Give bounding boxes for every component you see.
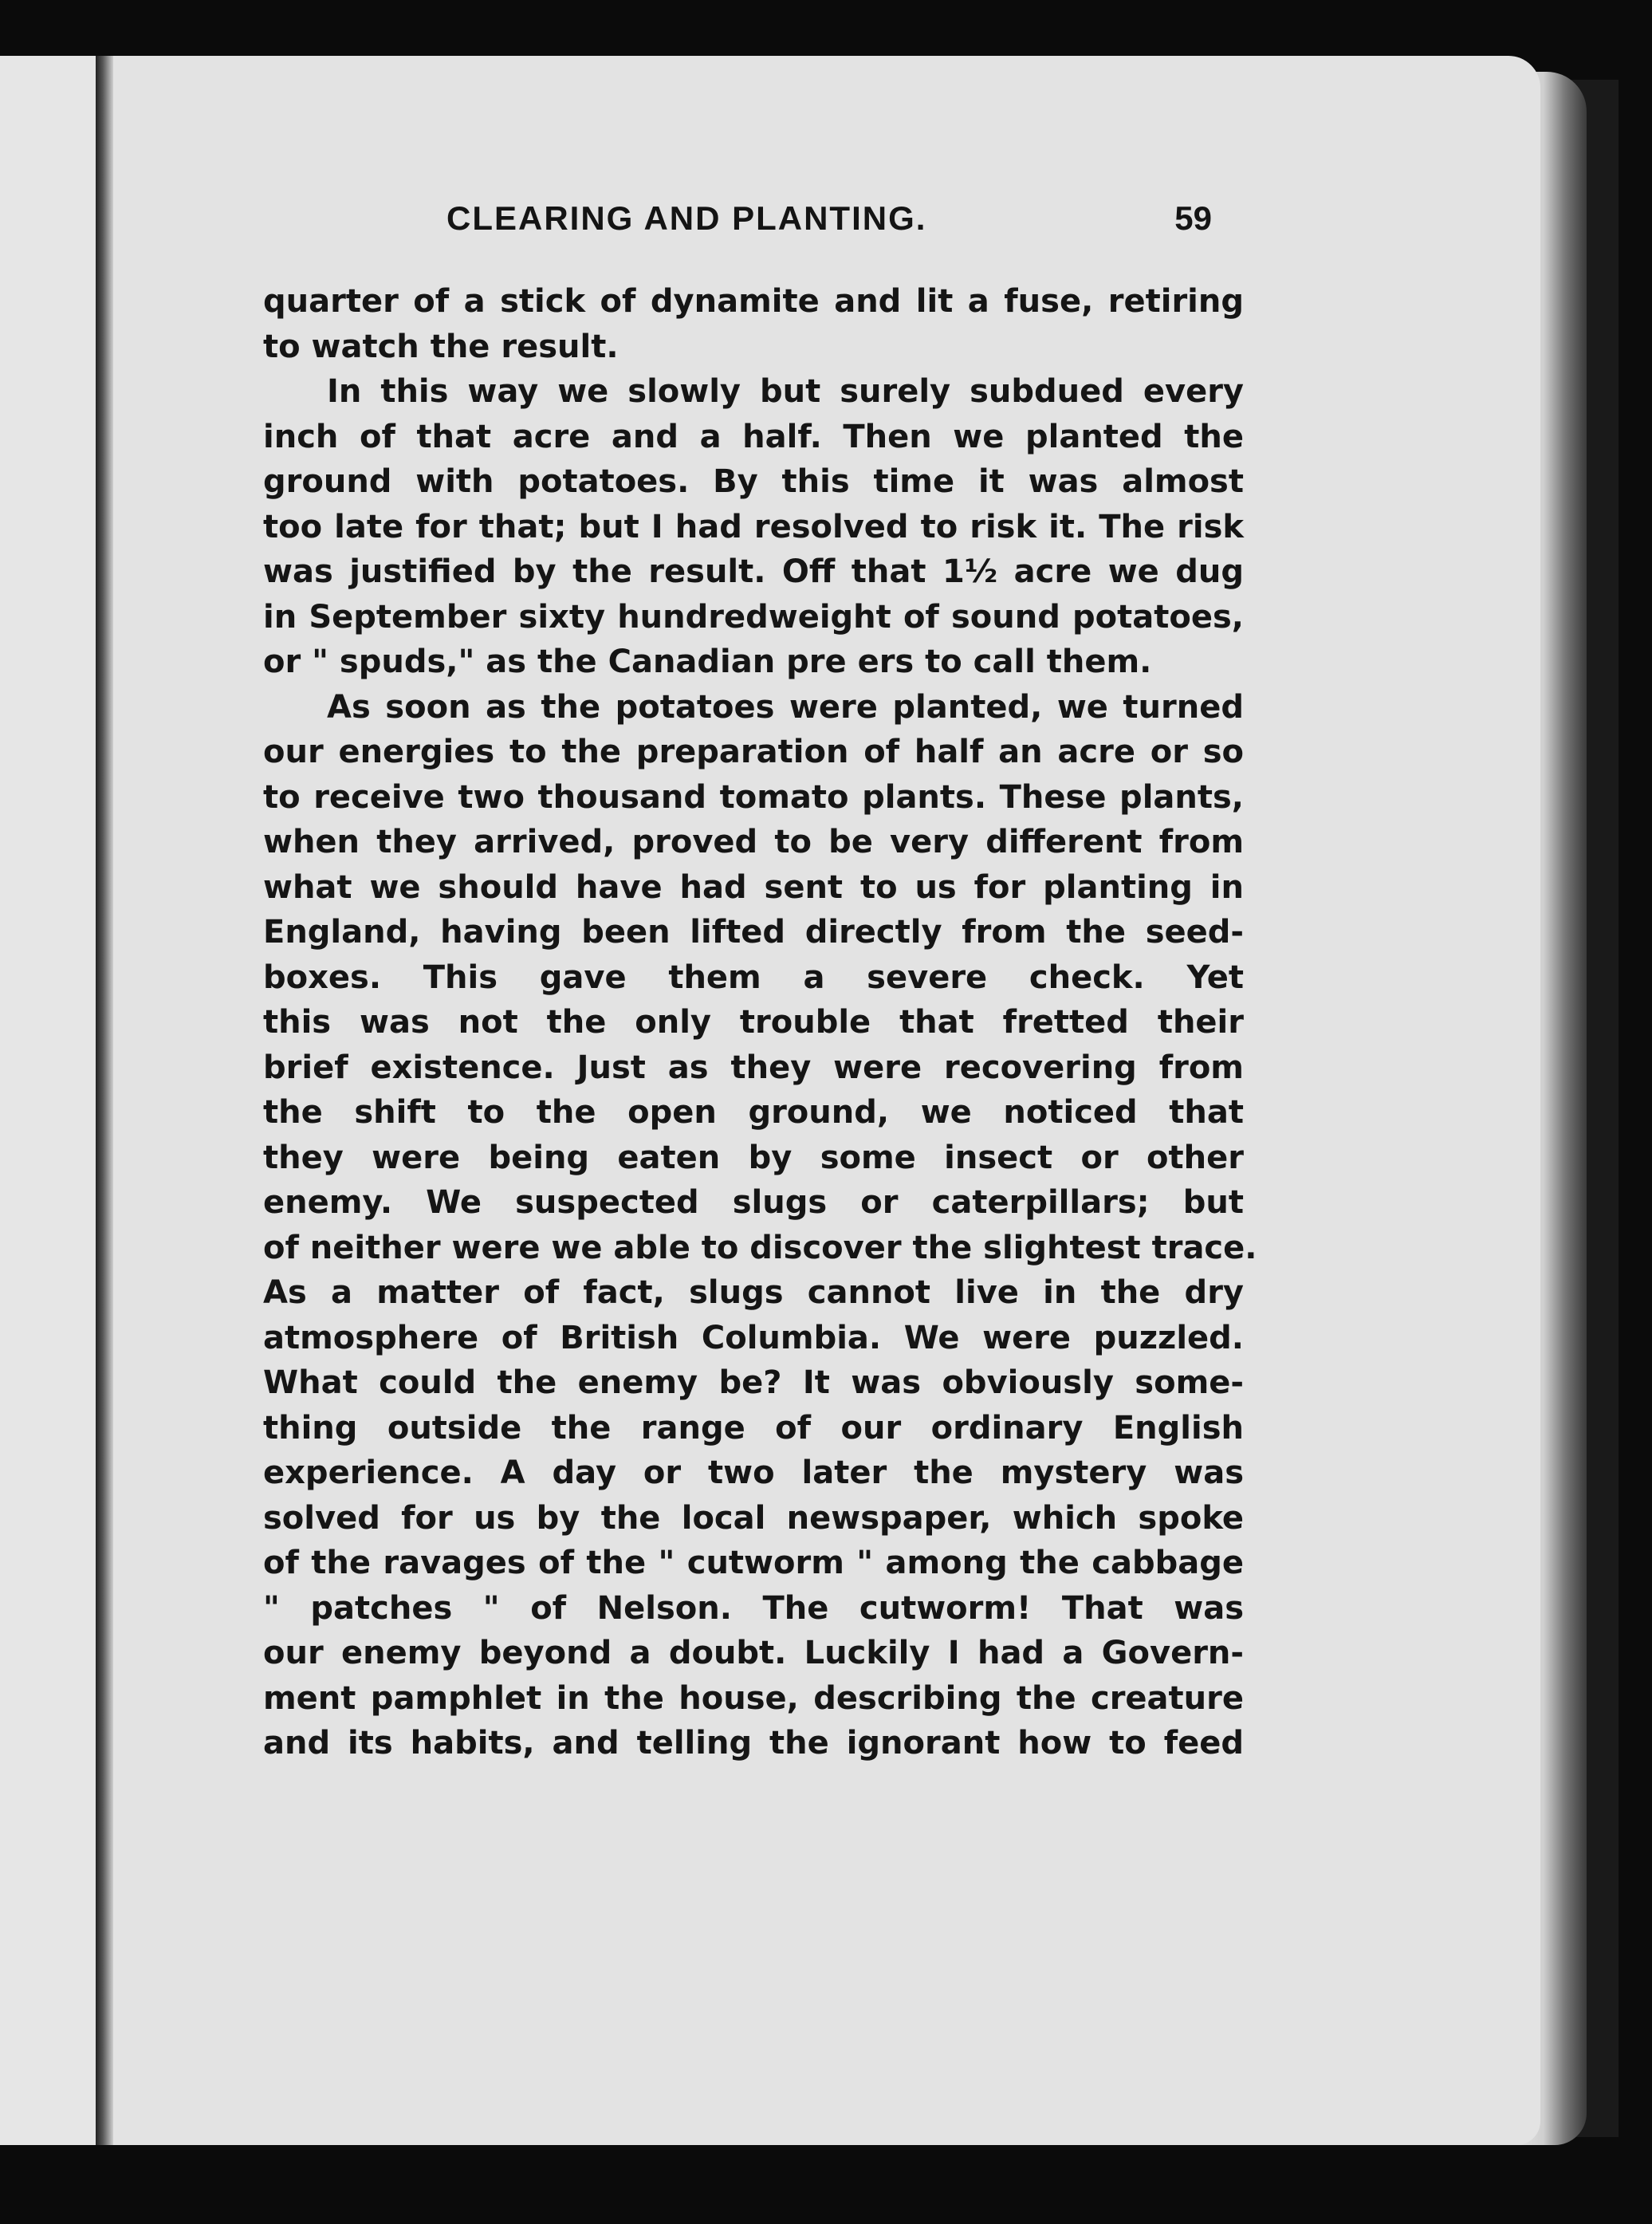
text-line: too late for that; but I had resolved to risk it. The risk bbox=[263, 508, 1244, 545]
text-line: our enemy beyond a doubt. Luckily I had a Govern- bbox=[263, 1635, 1244, 1671]
text-line: thing outside the range of our ordinary English bbox=[263, 1409, 1244, 1447]
page-header bbox=[446, 199, 1212, 247]
text-line: to receive two thousand tomato plants. These plants, bbox=[263, 778, 1244, 816]
text-line: brief existence. Just as they were recovering from bbox=[263, 1049, 1244, 1086]
text-line: and its habits, and telling the ignorant how to feed bbox=[263, 1725, 1244, 1761]
text-line: of the ravages of the " cutworm " among the cabbage bbox=[263, 1545, 1244, 1581]
text-line: enemy. We suspected slugs or caterpillars; but bbox=[263, 1184, 1244, 1221]
text-line: ment pamphlet in the house, describing the creature bbox=[263, 1679, 1244, 1717]
text-line: this was not the only trouble that fretted their bbox=[263, 1004, 1244, 1041]
text-line: quarter of a stick of dynamite and lit a fuse, retiring bbox=[263, 283, 1244, 320]
text-line: the shift to the open ground, we noticed that bbox=[263, 1094, 1244, 1131]
text-line: our energies to the preparation of half an acre or so bbox=[263, 734, 1244, 770]
book-gutter bbox=[96, 56, 113, 2145]
text-line: As soon as the potatoes were planted, we turned bbox=[327, 688, 1244, 726]
text-line: ground with potatoes. By this time it was almost bbox=[263, 463, 1244, 500]
previous-page-edge bbox=[0, 56, 96, 2145]
text-line: when they arrived, proved to be very different from bbox=[263, 824, 1244, 860]
text-line: was justified by the result. Off that 1½ acre we dug bbox=[263, 553, 1244, 590]
page-number: 59 bbox=[1174, 199, 1212, 237]
text-line: inch of that acre and a half. Then we planted the bbox=[263, 418, 1244, 455]
text-line: what we should have had sent to us for planting in bbox=[263, 868, 1244, 906]
text-line: or " spuds," as the Canadian pre ers to call them. bbox=[263, 644, 1152, 680]
text-line: What could the enemy be? It was obviously some- bbox=[263, 1364, 1244, 1401]
text-line: As a matter of fact, slugs cannot live in the dry bbox=[263, 1274, 1244, 1311]
body-text bbox=[263, 279, 1257, 1766]
text-line: In this way we slowly but surely subdued every bbox=[327, 373, 1244, 410]
text-line: experience. A day or two later the mystery was bbox=[263, 1454, 1244, 1491]
text-line: in September sixty hundredweight of sound potatoes, bbox=[263, 598, 1244, 636]
text-line: England, having been lifted directly from the seed- bbox=[263, 914, 1244, 951]
text-line: solved for us by the local newspaper, which spoke bbox=[263, 1499, 1244, 1537]
text-line: boxes. This gave them a severe check. Yet bbox=[263, 958, 1244, 996]
text-line: of neither were we able to discover the slightest trace. bbox=[263, 1229, 1257, 1266]
text-line: " patches " of Nelson. The cutworm! That was bbox=[263, 1589, 1244, 1627]
text-line: to watch the result. bbox=[263, 328, 619, 365]
text-line: atmosphere of British Columbia. We were puzzled. bbox=[263, 1319, 1244, 1356]
running-head: CLEARING AND PLANTING. bbox=[446, 199, 927, 237]
text-line: they were being eaten by some insect or other bbox=[263, 1139, 1244, 1176]
